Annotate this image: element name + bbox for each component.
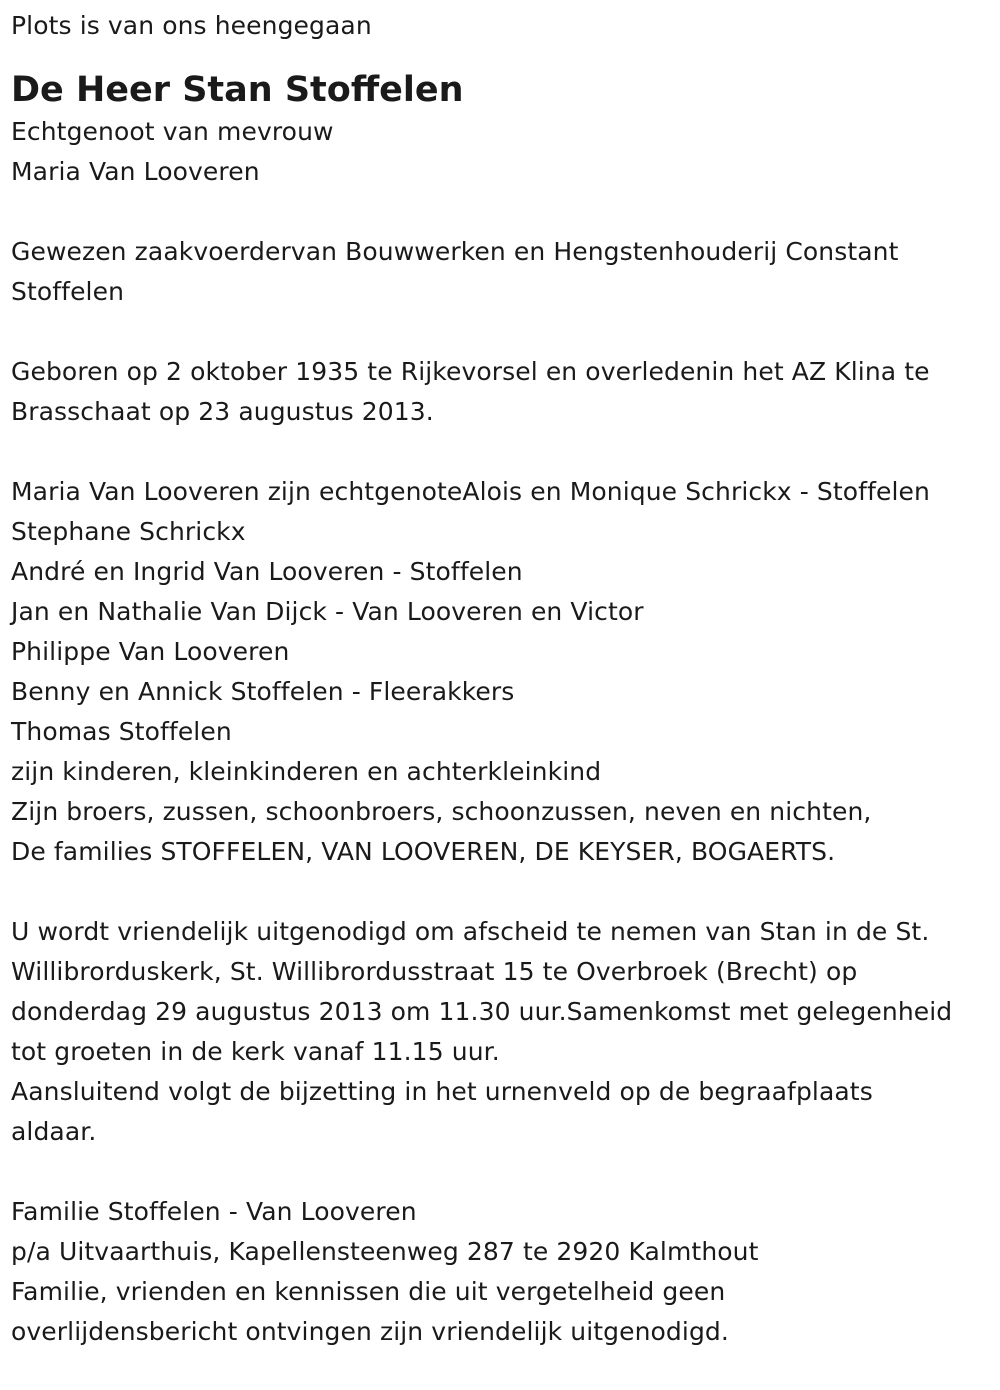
spacer bbox=[11, 1152, 990, 1192]
spacer bbox=[11, 312, 990, 352]
invitation-line: aldaar. bbox=[11, 1117, 97, 1146]
family-line: Thomas Stoffelen bbox=[11, 717, 232, 746]
birth-line-1: Geboren op 2 oktober 1935 te Rijkevorsel en overledenin het AZ Klina te bbox=[11, 357, 930, 386]
family-list bbox=[11, 472, 990, 872]
invitation-paragraph bbox=[11, 912, 990, 1152]
contact-line: p/a Uitvaarthuis, Kapellensteenweg 287 te 2920 Kalmthout bbox=[11, 1237, 759, 1266]
contact-line: overlijdensbericht ontvingen zijn vriendelijk uitgenodigd. bbox=[11, 1317, 729, 1346]
career-line-2: Stoffelen bbox=[11, 277, 125, 306]
spacer bbox=[11, 432, 990, 472]
family-line: Philippe Van Looveren bbox=[11, 637, 290, 666]
family-line: De families STOFFELEN, VAN LOOVEREN, DE KEYSER, BOGAERTS. bbox=[11, 837, 836, 866]
family-line: Benny en Annick Stoffelen - Fleerakkers bbox=[11, 677, 515, 706]
spouse-line-1: Echtgenoot van mevrouw bbox=[11, 117, 334, 146]
family-line: Zijn broers, zussen, schoonbroers, schoonzussen, neven en nichten, bbox=[11, 797, 872, 826]
career-line-1: Gewezen zaakvoerdervan Bouwwerken en Hengstenhouderij Constant bbox=[11, 237, 899, 266]
invitation-line: Willibrorduskerk, St. Willibrordusstraat 15 te Overbroek (Brecht) op bbox=[11, 957, 858, 986]
contact-line: Familie Stoffelen - Van Looveren bbox=[11, 1197, 417, 1226]
family-line: Jan en Nathalie Van Dijck - Van Looveren en Victor bbox=[11, 597, 644, 626]
spacer bbox=[11, 192, 990, 232]
invitation-line: U wordt vriendelijk uitgenodigd om afscheid te nemen van Stan in de St. bbox=[11, 917, 930, 946]
family-line: Maria Van Looveren zijn echtgenoteAlois en Monique Schrickx - Stoffelen bbox=[11, 477, 930, 506]
invitation-line: donderdag 29 augustus 2013 om 11.30 uur.Samenkomst met gelegenheid bbox=[11, 997, 953, 1026]
family-line: zijn kinderen, kleinkinderen en achterkleinkind bbox=[11, 757, 602, 786]
family-line: Stephane Schrickx bbox=[11, 517, 246, 546]
family-line: André en Ingrid Van Looveren - Stoffelen bbox=[11, 557, 523, 586]
birth-line-2: Brasschaat op 23 augustus 2013. bbox=[11, 397, 434, 426]
contact-line: Familie, vrienden en kennissen die uit vergetelheid geen bbox=[11, 1277, 726, 1306]
invitation-line: Aansluitend volgt de bijzetting in het urnenveld op de begraafplaats bbox=[11, 1077, 873, 1106]
contact-block bbox=[11, 1192, 990, 1352]
spacer bbox=[11, 872, 990, 912]
deceased-name: De Heer Stan Stoffelen bbox=[11, 70, 464, 110]
spouse-line-2: Maria Van Looveren bbox=[11, 157, 260, 186]
intro-text: Plots is van ons heengegaan bbox=[11, 11, 372, 40]
invitation-line: tot groeten in de kerk vanaf 11.15 uur. bbox=[11, 1037, 500, 1066]
